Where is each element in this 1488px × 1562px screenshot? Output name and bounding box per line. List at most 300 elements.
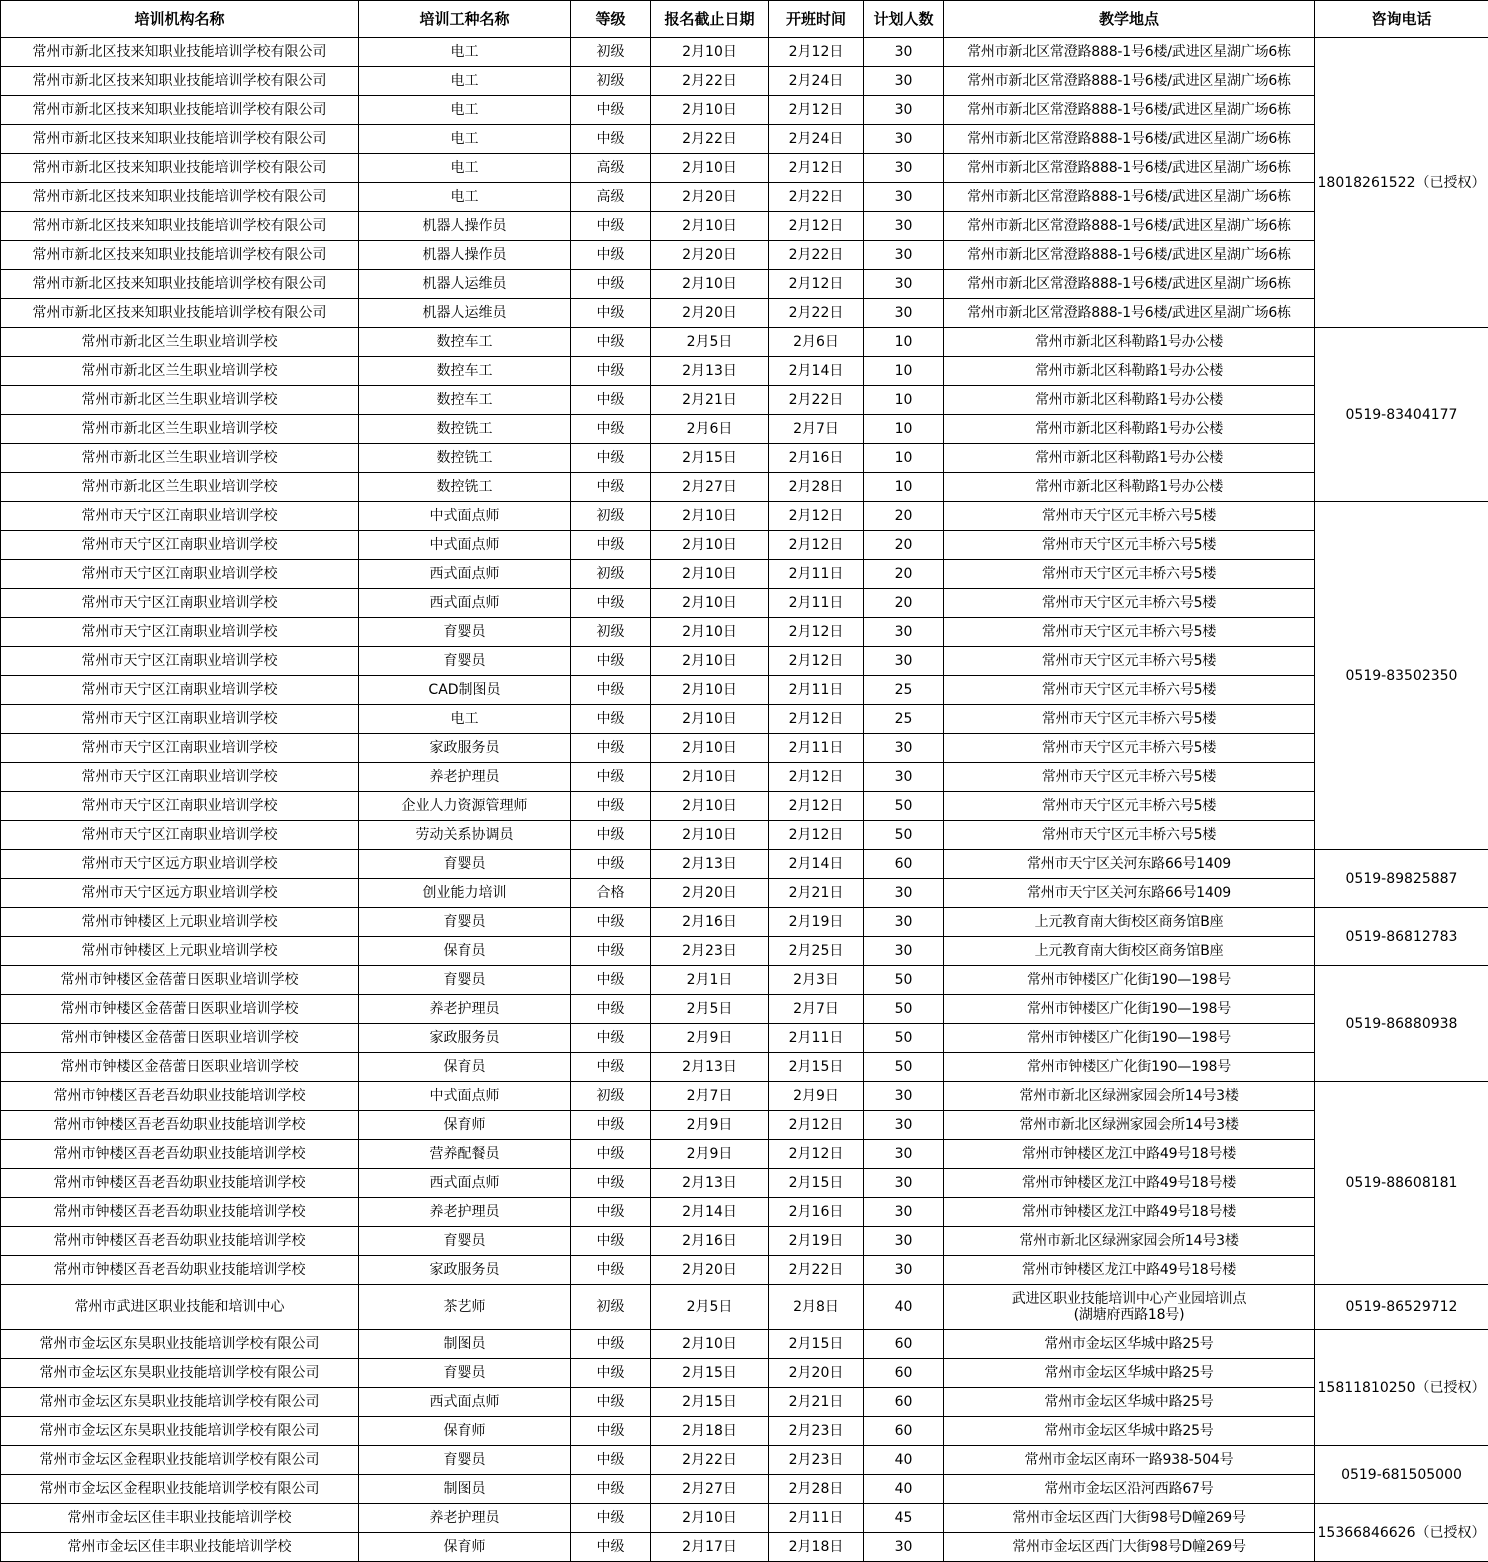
trade-cell: 电工 <box>359 705 571 734</box>
table-row <box>1 1140 1488 1169</box>
level-cell: 中级 <box>571 241 651 270</box>
table-row <box>1 908 1488 937</box>
header-deadline: 报名截止日期 <box>651 1 769 38</box>
org-cell: 常州市新北区技来知职业技能培训学校有限公司 <box>1 125 359 154</box>
level-cell: 中级 <box>571 1227 651 1256</box>
location-cell: 常州市天宁区元丰桥六号5楼 <box>944 531 1315 560</box>
org-cell: 常州市新北区兰生职业培训学校 <box>1 357 359 386</box>
count-cell: 10 <box>864 357 944 386</box>
trade-cell: 制图员 <box>359 1330 571 1359</box>
level-cell: 中级 <box>571 1533 651 1562</box>
location-cell: 常州市钟楼区广化街190—198号 <box>944 1053 1315 1082</box>
count-cell: 30 <box>864 1169 944 1198</box>
count-cell: 60 <box>864 1359 944 1388</box>
count-cell: 30 <box>864 125 944 154</box>
start-date-cell: 2月19日 <box>769 908 864 937</box>
location-cell: 常州市天宁区元丰桥六号5楼 <box>944 560 1315 589</box>
org-cell: 常州市钟楼区吾老吾幼职业技能培训学校 <box>1 1227 359 1256</box>
table-row <box>1 1504 1488 1533</box>
start-date-cell: 2月12日 <box>769 647 864 676</box>
trade-cell: 育婴员 <box>359 1227 571 1256</box>
table-row <box>1 763 1488 792</box>
trade-cell: 育婴员 <box>359 966 571 995</box>
trade-cell: 育婴员 <box>359 1359 571 1388</box>
count-cell: 30 <box>864 96 944 125</box>
deadline-cell: 2月10日 <box>651 821 769 850</box>
trade-cell: 电工 <box>359 67 571 96</box>
location-cell: 常州市新北区科勒路1号办公楼 <box>944 328 1315 357</box>
start-date-cell: 2月12日 <box>769 763 864 792</box>
table-row <box>1 1475 1488 1504</box>
count-cell: 30 <box>864 647 944 676</box>
org-cell: 常州市钟楼区上元职业培训学校 <box>1 937 359 966</box>
table-row <box>1 67 1488 96</box>
trade-cell: 养老护理员 <box>359 995 571 1024</box>
org-cell: 常州市钟楼区金蓓蕾日医职业培训学校 <box>1 1024 359 1053</box>
start-date-cell: 2月9日 <box>769 1082 864 1111</box>
start-date-cell: 2月16日 <box>769 1198 864 1227</box>
level-cell: 中级 <box>571 937 651 966</box>
count-cell: 30 <box>864 1227 944 1256</box>
deadline-cell: 2月18日 <box>651 1417 769 1446</box>
table-row <box>1 705 1488 734</box>
phone-cell: 0519-681505000 <box>1315 1446 1488 1504</box>
start-date-cell: 2月22日 <box>769 1256 864 1285</box>
count-cell: 20 <box>864 560 944 589</box>
org-cell: 常州市新北区技来知职业技能培训学校有限公司 <box>1 183 359 212</box>
trade-cell: 中式面点师 <box>359 531 571 560</box>
count-cell: 30 <box>864 1533 944 1562</box>
org-cell: 常州市天宁区江南职业培训学校 <box>1 821 359 850</box>
deadline-cell: 2月5日 <box>651 328 769 357</box>
location-cell: 常州市新北区常澄路888-1号6楼/武进区星湖广场6栋 <box>944 154 1315 183</box>
count-cell: 30 <box>864 67 944 96</box>
org-cell: 常州市钟楼区吾老吾幼职业技能培训学校 <box>1 1169 359 1198</box>
table-row <box>1 386 1488 415</box>
level-cell: 中级 <box>571 966 651 995</box>
deadline-cell: 2月10日 <box>651 38 769 67</box>
deadline-cell: 2月15日 <box>651 444 769 473</box>
trade-cell: 制图员 <box>359 1475 571 1504</box>
table-row <box>1 1024 1488 1053</box>
deadline-cell: 2月10日 <box>651 270 769 299</box>
location-cell: 常州市新北区科勒路1号办公楼 <box>944 444 1315 473</box>
location-line: (湖塘府西路18号) <box>1073 1307 1185 1323</box>
level-cell: 中级 <box>571 995 651 1024</box>
org-cell: 常州市钟楼区吾老吾幼职业技能培训学校 <box>1 1140 359 1169</box>
count-cell: 30 <box>864 270 944 299</box>
deadline-cell: 2月15日 <box>651 1388 769 1417</box>
start-date-cell: 2月11日 <box>769 676 864 705</box>
table-row <box>1 154 1488 183</box>
location-cell: 常州市钟楼区龙江中路49号18号楼 <box>944 1256 1315 1285</box>
start-date-cell: 2月15日 <box>769 1330 864 1359</box>
location-cell: 常州市钟楼区龙江中路49号18号楼 <box>944 1169 1315 1198</box>
trade-cell: 数控铣工 <box>359 444 571 473</box>
start-date-cell: 2月22日 <box>769 241 864 270</box>
start-date-cell: 2月3日 <box>769 966 864 995</box>
count-cell: 30 <box>864 937 944 966</box>
level-cell: 中级 <box>571 1475 651 1504</box>
location-cell: 常州市新北区绿洲家园会所14号3楼 <box>944 1082 1315 1111</box>
count-cell: 60 <box>864 1330 944 1359</box>
org-cell: 常州市金坛区金程职业技能培训学校有限公司 <box>1 1446 359 1475</box>
org-cell: 常州市新北区技来知职业技能培训学校有限公司 <box>1 299 359 328</box>
level-cell: 中级 <box>571 1111 651 1140</box>
table-row <box>1 1446 1488 1475</box>
start-date-cell: 2月20日 <box>769 1359 864 1388</box>
trade-cell: 家政服务员 <box>359 734 571 763</box>
start-date-cell: 2月23日 <box>769 1417 864 1446</box>
org-cell: 常州市新北区技来知职业技能培训学校有限公司 <box>1 67 359 96</box>
trade-cell: 养老护理员 <box>359 1504 571 1533</box>
start-date-cell: 2月24日 <box>769 67 864 96</box>
location-cell: 常州市金坛区沿河西路67号 <box>944 1475 1315 1504</box>
deadline-cell: 2月10日 <box>651 618 769 647</box>
org-cell: 常州市天宁区江南职业培训学校 <box>1 763 359 792</box>
phone-cell: 0519-86529712 <box>1315 1285 1488 1330</box>
level-cell: 中级 <box>571 1053 651 1082</box>
level-cell: 中级 <box>571 705 651 734</box>
trade-cell: 中式面点师 <box>359 1082 571 1111</box>
trade-cell: 育婴员 <box>359 1446 571 1475</box>
count-cell: 30 <box>864 212 944 241</box>
start-date-cell: 2月22日 <box>769 299 864 328</box>
start-date-cell: 2月16日 <box>769 444 864 473</box>
start-date-cell: 2月22日 <box>769 183 864 212</box>
trade-cell: 数控铣工 <box>359 415 571 444</box>
location-line: 武进区职业技能培训中心产业园培训点 <box>1011 1291 1247 1307</box>
header-phone: 咨询电话 <box>1315 1 1488 38</box>
level-cell: 中级 <box>571 328 651 357</box>
phone-cell: 18018261522（已授权） <box>1315 38 1488 328</box>
org-cell: 常州市新北区兰生职业培训学校 <box>1 328 359 357</box>
trade-cell: 西式面点师 <box>359 1169 571 1198</box>
level-cell: 中级 <box>571 1504 651 1533</box>
level-cell: 中级 <box>571 299 651 328</box>
table-row <box>1 1330 1488 1359</box>
trade-cell: 保育员 <box>359 1053 571 1082</box>
table-row <box>1 531 1488 560</box>
level-cell: 初级 <box>571 1285 651 1330</box>
level-cell: 中级 <box>571 1169 651 1198</box>
location-cell: 常州市钟楼区广化街190—198号 <box>944 966 1315 995</box>
start-date-cell: 2月8日 <box>769 1285 864 1330</box>
count-cell: 30 <box>864 241 944 270</box>
phone-cell: 0519-86880938 <box>1315 966 1488 1082</box>
location-cell: 常州市新北区常澄路888-1号6楼/武进区星湖广场6栋 <box>944 125 1315 154</box>
deadline-cell: 2月22日 <box>651 1446 769 1475</box>
table-row <box>1 850 1488 879</box>
deadline-cell: 2月10日 <box>651 502 769 531</box>
location-cell: 上元教育南大街校区商务馆B座 <box>944 937 1315 966</box>
trade-cell: 育婴员 <box>359 618 571 647</box>
trade-cell: 机器人运维员 <box>359 270 571 299</box>
org-cell: 常州市新北区技来知职业技能培训学校有限公司 <box>1 241 359 270</box>
level-cell: 中级 <box>571 1330 651 1359</box>
org-cell: 常州市天宁区江南职业培训学校 <box>1 560 359 589</box>
start-date-cell: 2月6日 <box>769 328 864 357</box>
deadline-cell: 2月10日 <box>651 1330 769 1359</box>
deadline-cell: 2月16日 <box>651 1227 769 1256</box>
table-row <box>1 937 1488 966</box>
start-date-cell: 2月12日 <box>769 531 864 560</box>
start-date-cell: 2月28日 <box>769 1475 864 1504</box>
table-row <box>1 1111 1488 1140</box>
count-cell: 40 <box>864 1475 944 1504</box>
level-cell: 中级 <box>571 1446 651 1475</box>
table-row <box>1 1169 1488 1198</box>
start-date-cell: 2月15日 <box>769 1053 864 1082</box>
table-row <box>1 357 1488 386</box>
table-row <box>1 1359 1488 1388</box>
table-row <box>1 589 1488 618</box>
count-cell: 30 <box>864 618 944 647</box>
count-cell: 30 <box>864 908 944 937</box>
count-cell: 30 <box>864 183 944 212</box>
table-row <box>1 415 1488 444</box>
deadline-cell: 2月23日 <box>651 937 769 966</box>
trade-cell: 电工 <box>359 154 571 183</box>
location-cell: 常州市新北区常澄路888-1号6楼/武进区星湖广场6栋 <box>944 183 1315 212</box>
location-cell: 常州市金坛区西门大街98号D幢269号 <box>944 1533 1315 1562</box>
org-cell: 常州市新北区技来知职业技能培训学校有限公司 <box>1 270 359 299</box>
location-cell: 常州市天宁区关河东路66号1409 <box>944 850 1315 879</box>
count-cell: 40 <box>864 1446 944 1475</box>
trade-cell: 西式面点师 <box>359 1388 571 1417</box>
table-row <box>1 473 1488 502</box>
location-cell: 常州市钟楼区龙江中路49号18号楼 <box>944 1140 1315 1169</box>
count-cell: 30 <box>864 734 944 763</box>
org-cell: 常州市新北区兰生职业培训学校 <box>1 386 359 415</box>
level-cell: 中级 <box>571 647 651 676</box>
level-cell: 中级 <box>571 415 651 444</box>
org-cell: 常州市钟楼区金蓓蕾日医职业培训学校 <box>1 1053 359 1082</box>
level-cell: 中级 <box>571 792 651 821</box>
location-cell: 常州市新北区科勒路1号办公楼 <box>944 386 1315 415</box>
org-cell: 常州市钟楼区吾老吾幼职业技能培训学校 <box>1 1082 359 1111</box>
table-body <box>1 38 1488 1562</box>
trade-cell: 创业能力培训 <box>359 879 571 908</box>
phone-cell: 0519-88608181 <box>1315 1082 1488 1285</box>
start-date-cell: 2月28日 <box>769 473 864 502</box>
level-cell: 中级 <box>571 1359 651 1388</box>
org-cell: 常州市天宁区江南职业培训学校 <box>1 531 359 560</box>
count-cell: 45 <box>864 1504 944 1533</box>
table-row <box>1 821 1488 850</box>
location-cell: 常州市金坛区华城中路25号 <box>944 1330 1315 1359</box>
deadline-cell: 2月5日 <box>651 1285 769 1330</box>
table-row <box>1 1227 1488 1256</box>
count-cell: 25 <box>864 705 944 734</box>
phone-cell: 0519-86812783 <box>1315 908 1488 966</box>
deadline-cell: 2月21日 <box>651 386 769 415</box>
level-cell: 中级 <box>571 212 651 241</box>
table-row <box>1 1053 1488 1082</box>
org-cell: 常州市钟楼区金蓓蕾日医职业培训学校 <box>1 966 359 995</box>
level-cell: 中级 <box>571 763 651 792</box>
table-row <box>1 96 1488 125</box>
trade-cell: 企业人力资源管理师 <box>359 792 571 821</box>
trade-cell: 数控车工 <box>359 357 571 386</box>
trade-cell: 茶艺师 <box>359 1285 571 1330</box>
table-row <box>1 1082 1488 1111</box>
trade-cell: 养老护理员 <box>359 763 571 792</box>
location-cell: 常州市天宁区元丰桥六号5楼 <box>944 502 1315 531</box>
level-cell: 中级 <box>571 908 651 937</box>
location-cell: 常州市金坛区西门大街98号D幢269号 <box>944 1504 1315 1533</box>
start-date-cell: 2月12日 <box>769 1140 864 1169</box>
deadline-cell: 2月10日 <box>651 212 769 241</box>
count-cell: 20 <box>864 502 944 531</box>
trade-cell: 机器人运维员 <box>359 299 571 328</box>
trade-cell: 保育师 <box>359 1417 571 1446</box>
trade-cell: 机器人操作员 <box>359 241 571 270</box>
level-cell: 中级 <box>571 1198 651 1227</box>
level-cell: 初级 <box>571 67 651 96</box>
location-cell <box>944 1285 1315 1330</box>
deadline-cell: 2月10日 <box>651 734 769 763</box>
deadline-cell: 2月13日 <box>651 1169 769 1198</box>
level-cell: 中级 <box>571 734 651 763</box>
deadline-cell: 2月10日 <box>651 531 769 560</box>
deadline-cell: 2月13日 <box>651 850 769 879</box>
location-cell: 常州市新北区科勒路1号办公楼 <box>944 357 1315 386</box>
level-cell: 中级 <box>571 444 651 473</box>
location-cell: 常州市天宁区元丰桥六号5楼 <box>944 618 1315 647</box>
level-cell: 中级 <box>571 357 651 386</box>
location-cell: 常州市钟楼区龙江中路49号18号楼 <box>944 1198 1315 1227</box>
org-cell: 常州市新北区兰生职业培训学校 <box>1 415 359 444</box>
org-cell: 常州市新北区技来知职业技能培训学校有限公司 <box>1 96 359 125</box>
header-trade: 培训工种名称 <box>359 1 571 38</box>
org-cell: 常州市天宁区江南职业培训学校 <box>1 618 359 647</box>
level-cell: 合格 <box>571 879 651 908</box>
start-date-cell: 2月7日 <box>769 415 864 444</box>
count-cell: 20 <box>864 589 944 618</box>
level-cell: 中级 <box>571 125 651 154</box>
start-date-cell: 2月21日 <box>769 1388 864 1417</box>
location-cell: 常州市金坛区华城中路25号 <box>944 1359 1315 1388</box>
table-row <box>1 1388 1488 1417</box>
org-cell: 常州市天宁区江南职业培训学校 <box>1 589 359 618</box>
level-cell: 中级 <box>571 1024 651 1053</box>
org-cell: 常州市金坛区东昊职业技能培训学校有限公司 <box>1 1417 359 1446</box>
location-cell: 常州市新北区绿洲家园会所14号3楼 <box>944 1227 1315 1256</box>
start-date-cell: 2月12日 <box>769 96 864 125</box>
location-cell: 常州市新北区常澄路888-1号6楼/武进区星湖广场6栋 <box>944 96 1315 125</box>
phone-cell: 0519-89825887 <box>1315 850 1488 908</box>
org-cell: 常州市钟楼区吾老吾幼职业技能培训学校 <box>1 1256 359 1285</box>
table-row <box>1 995 1488 1024</box>
count-cell: 10 <box>864 444 944 473</box>
level-cell: 中级 <box>571 96 651 125</box>
start-date-cell: 2月25日 <box>769 937 864 966</box>
table-row <box>1 183 1488 212</box>
deadline-cell: 2月16日 <box>651 908 769 937</box>
deadline-cell: 2月13日 <box>651 357 769 386</box>
count-cell: 25 <box>864 676 944 705</box>
table-row <box>1 125 1488 154</box>
org-cell: 常州市新北区技来知职业技能培训学校有限公司 <box>1 212 359 241</box>
start-date-cell: 2月19日 <box>769 1227 864 1256</box>
trade-cell: 数控铣工 <box>359 473 571 502</box>
level-cell: 中级 <box>571 473 651 502</box>
trade-cell: 保育师 <box>359 1533 571 1562</box>
header-count: 计划人数 <box>864 1 944 38</box>
count-cell: 50 <box>864 995 944 1024</box>
deadline-cell: 2月22日 <box>651 67 769 96</box>
start-date-cell: 2月14日 <box>769 357 864 386</box>
location-cell: 常州市金坛区南环一路938-504号 <box>944 1446 1315 1475</box>
count-cell: 30 <box>864 879 944 908</box>
table-row <box>1 560 1488 589</box>
trade-cell: 育婴员 <box>359 850 571 879</box>
location-cell: 常州市天宁区元丰桥六号5楼 <box>944 705 1315 734</box>
trade-cell: 电工 <box>359 38 571 67</box>
deadline-cell: 2月9日 <box>651 1111 769 1140</box>
deadline-cell: 2月14日 <box>651 1198 769 1227</box>
org-cell: 常州市钟楼区上元职业培训学校 <box>1 908 359 937</box>
start-date-cell: 2月11日 <box>769 589 864 618</box>
table-row <box>1 676 1488 705</box>
trade-cell: 电工 <box>359 183 571 212</box>
level-cell: 中级 <box>571 676 651 705</box>
level-cell: 中级 <box>571 1140 651 1169</box>
start-date-cell: 2月24日 <box>769 125 864 154</box>
org-cell: 常州市天宁区江南职业培训学校 <box>1 705 359 734</box>
start-date-cell: 2月21日 <box>769 879 864 908</box>
table-row <box>1 1198 1488 1227</box>
org-cell: 常州市天宁区远方职业培训学校 <box>1 879 359 908</box>
count-cell: 30 <box>864 1256 944 1285</box>
count-cell: 30 <box>864 1111 944 1140</box>
start-date-cell: 2月11日 <box>769 734 864 763</box>
count-cell: 50 <box>864 966 944 995</box>
count-cell: 30 <box>864 154 944 183</box>
count-cell: 30 <box>864 38 944 67</box>
count-cell: 50 <box>864 792 944 821</box>
deadline-cell: 2月15日 <box>651 1359 769 1388</box>
trade-cell: 养老护理员 <box>359 1198 571 1227</box>
org-cell: 常州市天宁区远方职业培训学校 <box>1 850 359 879</box>
trade-cell: 家政服务员 <box>359 1256 571 1285</box>
location-cell: 常州市新北区科勒路1号办公楼 <box>944 473 1315 502</box>
table-row <box>1 792 1488 821</box>
table-row <box>1 241 1488 270</box>
deadline-cell: 2月10日 <box>651 705 769 734</box>
location-cell: 常州市天宁区元丰桥六号5楼 <box>944 647 1315 676</box>
count-cell: 60 <box>864 850 944 879</box>
table-row <box>1 1285 1488 1330</box>
org-cell: 常州市天宁区江南职业培训学校 <box>1 792 359 821</box>
location-cell: 常州市新北区常澄路888-1号6楼/武进区星湖广场6栋 <box>944 67 1315 96</box>
level-cell: 中级 <box>571 386 651 415</box>
deadline-cell: 2月5日 <box>651 995 769 1024</box>
location-cell: 常州市钟楼区广化街190—198号 <box>944 1024 1315 1053</box>
table-row <box>1 879 1488 908</box>
start-date-cell: 2月22日 <box>769 386 864 415</box>
org-cell: 常州市金坛区佳丰职业技能培训学校 <box>1 1533 359 1562</box>
start-date-cell: 2月12日 <box>769 792 864 821</box>
count-cell: 10 <box>864 386 944 415</box>
deadline-cell: 2月6日 <box>651 415 769 444</box>
deadline-cell: 2月10日 <box>651 1504 769 1533</box>
start-date-cell: 2月12日 <box>769 821 864 850</box>
trade-cell: 保育员 <box>359 937 571 966</box>
deadline-cell: 2月17日 <box>651 1533 769 1562</box>
trade-cell: 家政服务员 <box>359 1024 571 1053</box>
